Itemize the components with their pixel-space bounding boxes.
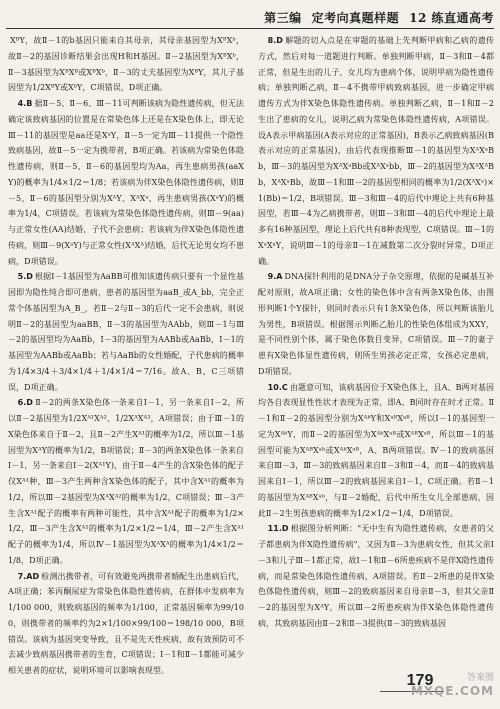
watermark-cn: 答案圈 (466, 672, 494, 683)
header-section: 定考向真题样题 (311, 10, 400, 25)
header-series: 12 练直通高考 (409, 10, 494, 25)
watermark (410, 668, 494, 702)
answer-paragraph: 5.D 根据Ⅰ－1基因型为AaBB可推知该遗传病只要有一个显性基因即为隐性纯合即可患病，患者的基因型为aaB_或A_bb，完全正常个体基因型为A_B_，若Ⅱ－2与Ⅱ－3的后代一定不会患病，则说明Ⅱ－2的基因型为aaBB，Ⅱ－3的基因型为AAbb，则Ⅲ－1与Ⅲ－2的基因型均为AaBb，Ⅰ－3的基因型为AABb或AaBb，Ⅰ－1的基因型为AABb或AaBb；若与AaBb的女性婚配，子代患病的概率为1/4×3/4＋3/4×1/4＋1/4×1/4＝7/16。故A、B、C三项错误，D项正确。 (8, 272, 244, 392)
page-header (6, 8, 494, 26)
answer-paragraph: 7.AD 检测出携带者，可有效避免两携带者婚配生出患病后代，A项正确；苯丙酮尿症为常染色体隐性遗传病，在群体中发病率为1/100 000，则致病基因的频率为1/100，正常基因频率为99/100，则携带者的频率约为2×1/100×99/100＝198/10 000，B项错误。该病为基因突变导致，且不是先天性疾病，故有效预防可不去减少致病基因携带者的生育，C项错误；Ⅰ－1和Ⅱ－1都能可减少相关患者的症状，说明环境可以影响表现型。 (8, 571, 244, 675)
header-part: 第三编 (264, 10, 302, 25)
answer-paragraph: 11.D 根据图分析判断："无中生有为隐性遗传病，女患者的父子都患病为伴X隐性遗传病"，又因为Ⅱ－3为患病女性，但其父亲Ⅰ－3和儿子Ⅲ－1都正常，故Ⅰ－1和Ⅱ－6所患疾病不是伴X隐性遗传病，而是常染色体隐性遗传病，A项错误。若Ⅱ－2所患的是伴X染色体隐性遗传病，则Ⅲ－2的致病基因来自母亲Ⅱ－3，但其父亲Ⅱ－2的基因型为XᴬY，所以Ⅲ－2所患疾病为伴X染色体隐性遗传病，其致病基因由Ⅱ－2和Ⅱ－3提供(Ⅱ－3的致病基因 (258, 524, 494, 628)
answer-paragraph: 9.A DNA探针利用的是DNA分子杂交原理，依据的是碱基互补配对原则，故A项正确；女性的染色体中含有两条X染色体，由图形判断1个Y探针，则同时表示只有1条X染色体，所以判断该胎儿为男性，B项错误。根据图示判断乙胎儿的性染色体组成为XXY，是不同性别个体，属于染色体数目变异，C项错误。Ⅲ－7的妻子患有X染色体显性遗传病，则所生男孩必定正常，女孩必定患病，D项错误。 (258, 272, 494, 376)
answer-paragraph: 8.D 解题的切入点是在审题的基础上先判断甲病和乙病的遗传方式，然后对每一道题进行判断。单独判断甲病，Ⅱ－3和Ⅱ－4都正常，但是生出的儿子、女儿均为患病个体，说明甲病为隐性遗传病；单独判断乙病，Ⅱ－4不携带甲病致病基因，进一步确定甲病遗传方式为伴X染色体隐性遗传病。单独判断乙病，Ⅱ－1和Ⅱ－2生出了患病的女儿，说明乙病为常染色体隐性遗传病，A项错误。设A表示甲病基因(A表示对应的正常基因)，B表示乙病致病基因(B表示对应的正常基因)，由后代表现推断Ⅲ－1的基因型为XᴬXᵃBb，Ⅲ－3的基因型为XᴬXᵃBb或XᴬXᵃbb，Ⅲ－2的基因型为XᴬXᴬBb，XᴬXᵃBb，故Ⅲ－1和Ⅲ－2的基因型相同的概率为1/2(XᴬXᵃ)×1(Bb)＝1/2，B项错误。Ⅲ－3和Ⅲ－4的后代中理论上共有6种基因型，若Ⅲ－4为乙病携带者，则Ⅲ－3和Ⅲ－4的后代中理论上最多有16种基因型，理论上后代共有8种表现型，C项错误。Ⅲ－1的XᵃXᵃY，说明Ⅲ－1的母亲Ⅱ－1在减数第二次分裂时异常，D项正确。 (258, 36, 494, 266)
page-number: 179 (380, 668, 460, 694)
watermark-en: MXQE.COM (410, 683, 494, 698)
answer-paragraph: 10.C 由题意可知，该病基因位于X染色体上，且A、B两对基因均各自表现显性性状才表现为正常，即A、B同时存在时才正常。Ⅱ－1和Ⅱ－2的基因型分别为XᴬᵇY和XᵃᴮXᵃᴮ，所以Ⅰ－1的基因型一定为XᴬᵇY，而Ⅱ－2的基因型为XᴬᵇXᵃᴮ或XᴬᴮXᵃᴮ，所以Ⅲ－1的基因型可能为XᴬᴮXᵃᵇ或XᴬᵇXᵃᴮ，A、B两项错误。Ⅳ－1的致病基因来自Ⅲ－3，Ⅲ－3的致病基因来自Ⅱ－3和Ⅱ－4，而Ⅱ－4的致病基因来自Ⅰ－1，所以Ⅲ－2的致病基因来自Ⅰ－1，C项正确。若Ⅱ－1的基因型为XᴬᴮXᵃᵇ，与Ⅱ－2婚配，后代中所生女儿全部患病，因此Ⅱ－2生男孩患病的概率为1/2×1/2＝1/4，D项错误。 (258, 382, 494, 518)
answer-paragraph: 6.D Ⅱ－2的两条X染色体一条来自Ⅰ－1，另一条来自Ⅰ－2，所以Ⅱ－2基因型为1/2Xᴬ¹Xᴬ²、1/2XᴬXᴬ³，A项错误；由于Ⅲ－1的X染色体来自于Ⅱ－2，且Ⅱ－2产生Xᴬ¹的概率为1/2，所以Ⅲ－1基因型为XᴬY的概率为1/2，B项错误；Ⅱ－3的两条X染色体一条来自Ⅰ－1，另一条来自Ⅰ－2(Xᴬ¹Y)，由于Ⅱ－4产生的含X染色体的配子仅Xᴬ¹种，Ⅲ－3产生两种含X染色体的配子，其中含Xᴬ¹的概率为1/2，所以Ⅲ－2基因型为XᴬXᴬ²的概率为1/2，C项错误；Ⅲ－3产生含Xᴬ¹配子的概率有两种可能性，其中含Xᴬ¹配子的概率为1/2×1/2，Ⅲ－3产生含Xᴬ¹的概率为1/2×1/2＝1/4，Ⅲ－2产生含Xᴬ¹配子的概率为1/4，所以Ⅳ－1基因型为XᴬXᴬ的概率为1/4×1/2＝1/8，D项正确。 (8, 398, 244, 565)
header-rule (6, 28, 494, 29)
left-column (8, 33, 244, 679)
right-column (258, 33, 494, 632)
answer-paragraph: 4.B 据Ⅱ－5、Ⅱ－6、Ⅲ－11可判断该病为隐性遗传病，但无法确定该致病基因的位置是在常染色体上还是在X染色体上，即无论Ⅲ－11的基因型是aa还是XᵃY，Ⅱ－5一定为Ⅲ－11提供一个隐性致病基因，故Ⅱ－5一定为携带者，B项正确。若该病为常染色体隐性遗传病，则Ⅱ－5、Ⅱ－6的基因型均为Aa，再生患病男孩(aaXY)的概率为1/4×1/2＝1/8；若该病为伴X染色体隐性遗传病，则Ⅱ－5、Ⅱ－6的基因型分别为XᴬY、XᴬXᵃ，再生患病男孩(XᵃY)的概率为1/4，C项错误。若该病为常染色体隐性遗传病，则Ⅲ－9(aa)与正常女性(AA)结婚，子代不会患病；若该病为伴X染色体隐性遗传病，则Ⅲ－9(XᵃY)与正常女性(XᴬXᴬ)结婚，后代无论男女均不患病，D项错误。 (8, 99, 244, 266)
answer-paragraph: XᴮY，故Ⅱ－1的b基因只能来自其母亲，其母亲基因型为XᴮXᵇ，故Ⅱ－2的基因诊断结果会出现H和H基因。Ⅱ－2基因型为XᴮXᵇ，Ⅱ－3基因型为XᴮXᴮ或XᴮXᵇ，Ⅱ－3的丈夫基因型为XᴮY，其儿子基因型为1/2XᴮY或XᵇY，C项错误，D项正确。 (8, 36, 244, 93)
